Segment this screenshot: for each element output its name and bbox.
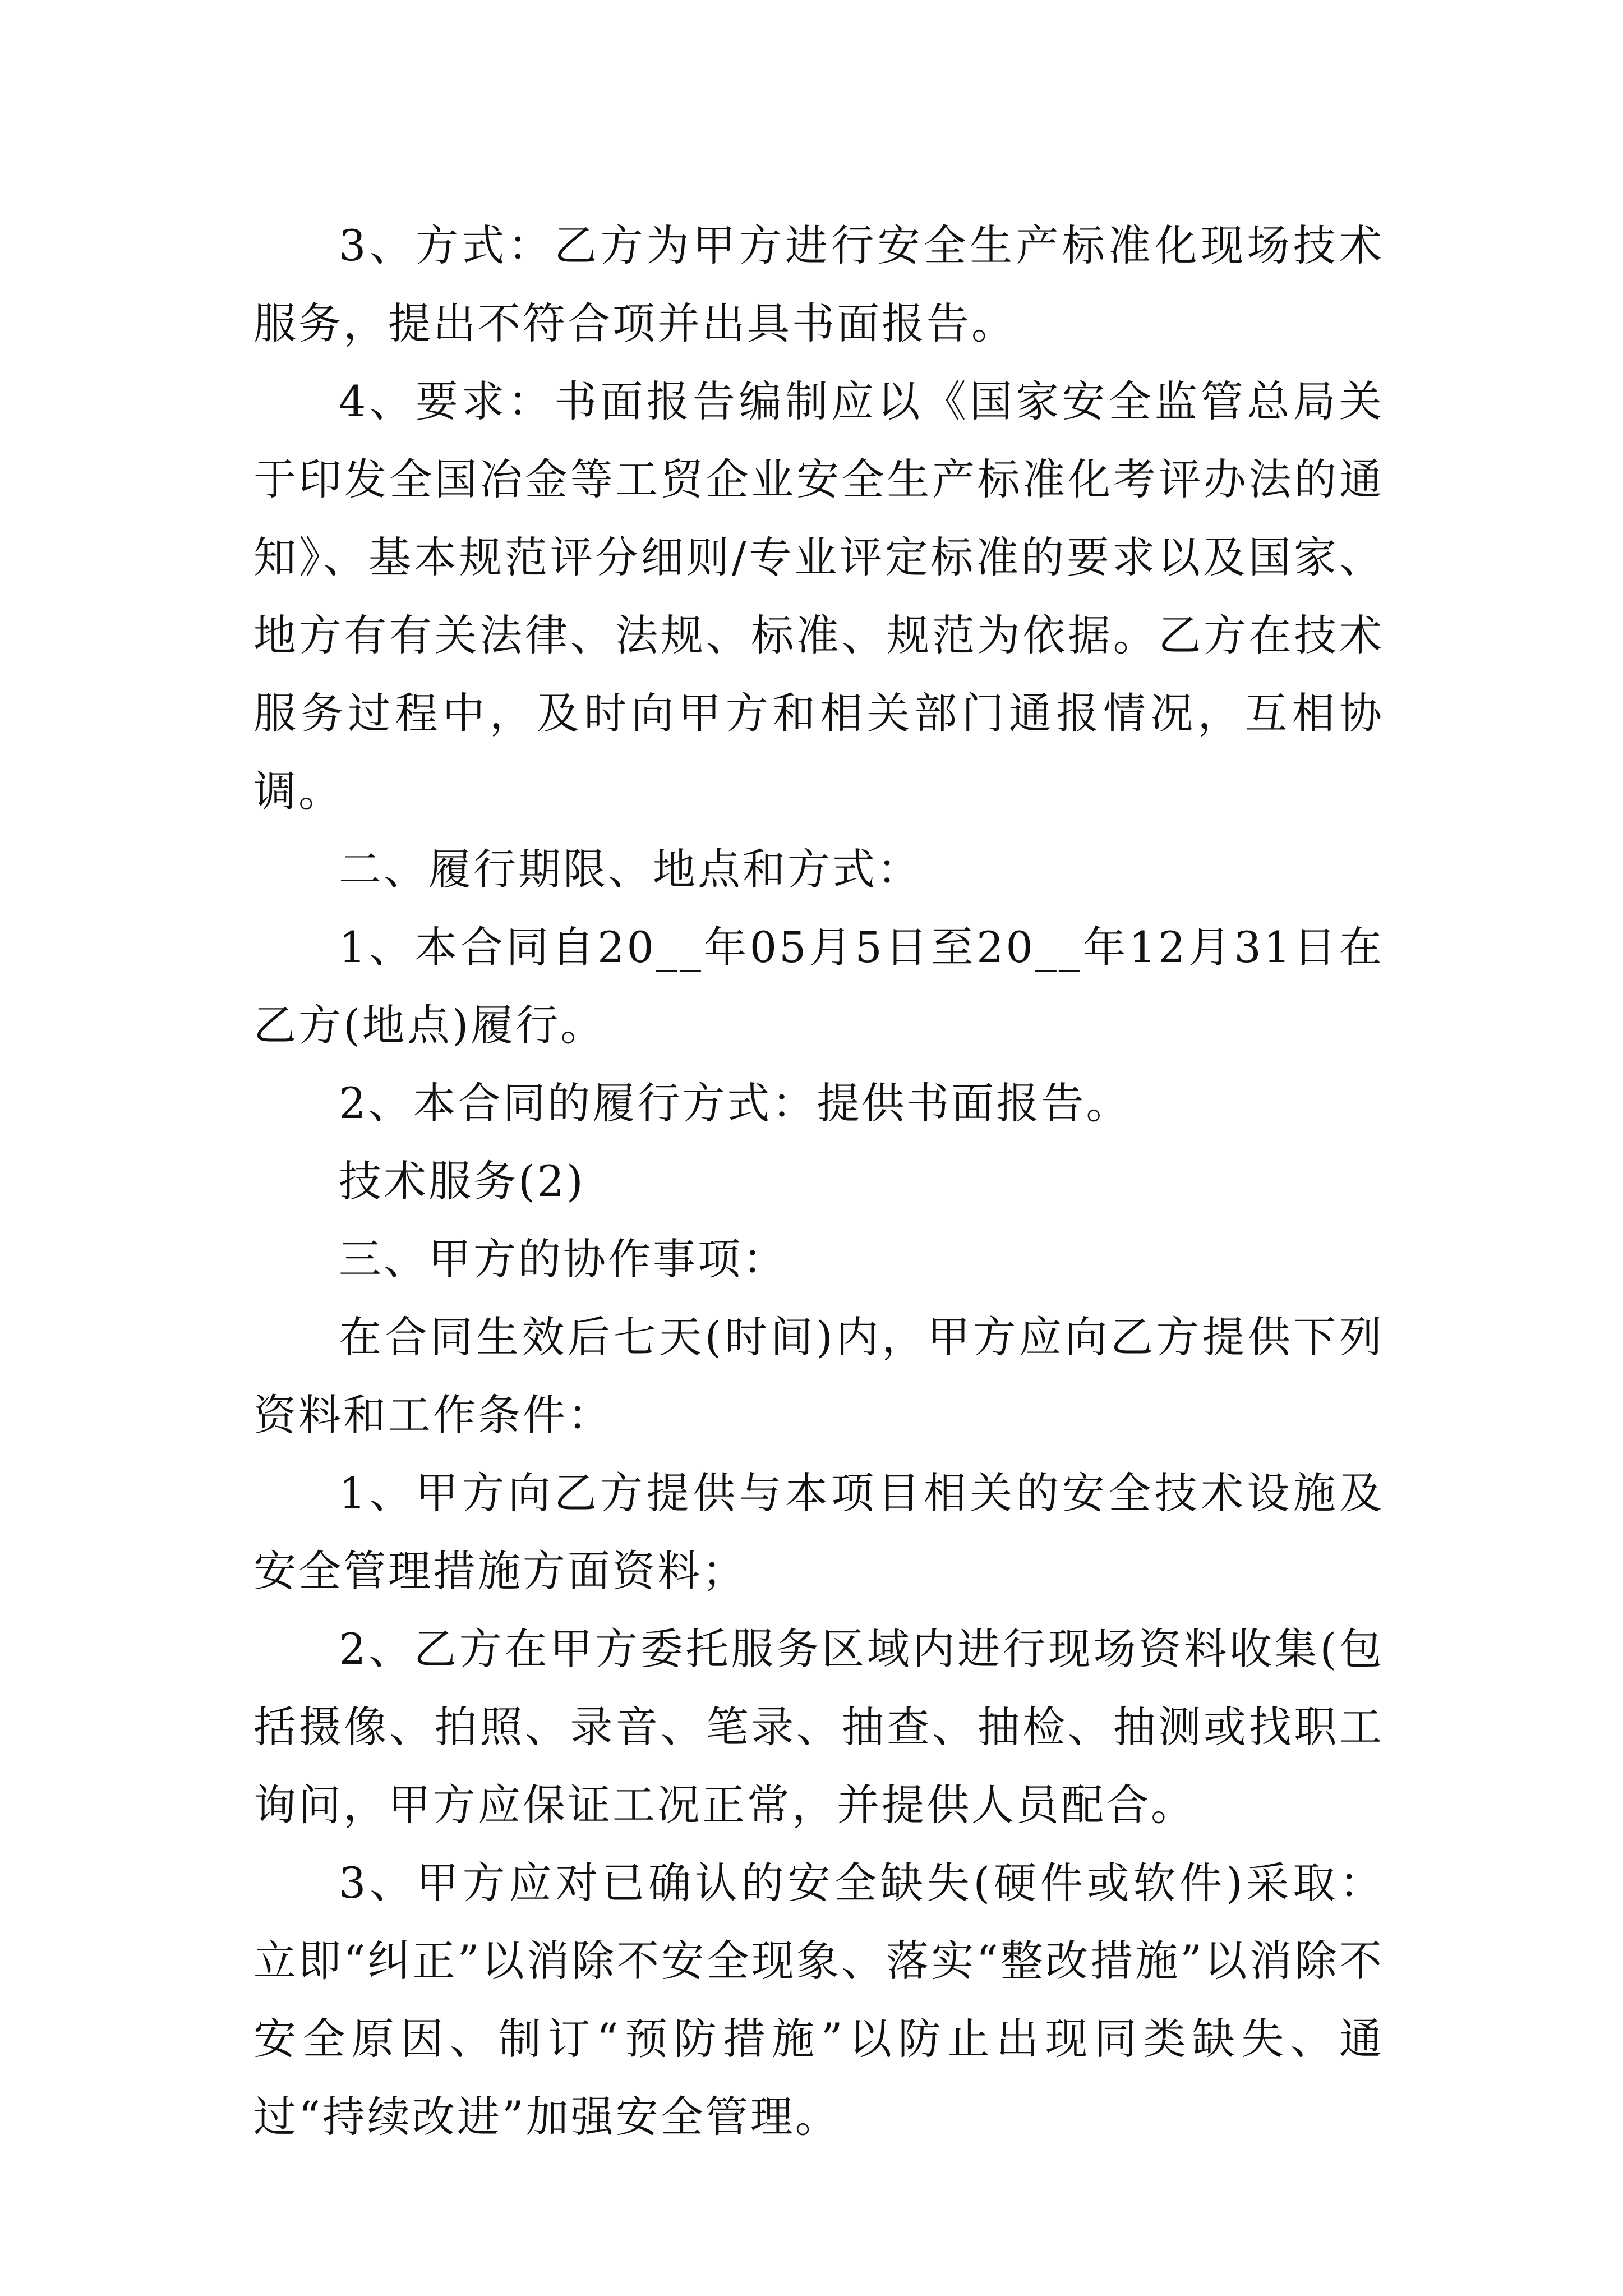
section-heading-party-a-cooperation: 三、甲方的协作事项： <box>339 1234 787 1284</box>
section-heading-performance-term: 二、履行期限、地点和方式： <box>339 844 922 894</box>
paragraph-requirements: 4、要求：书面报告编制应以《国家安全监管总局关于印发全国冶金等工贸企业安全生产标准化考评办法的通知》、基本规范评分细则/专业评定标准的要求以及国家、地方有有关法律、法规、标准、规范为依据。乙方在技术服务过程中，及时向甲方和相关部门通报情况，互相协调。 <box>253 376 1384 816</box>
paragraph-method: 3、方式：乙方为甲方进行安全生产标准化现场技术服务，提出不符合项并出具书面报告。 <box>253 220 1384 348</box>
paragraph-item-1: 1、甲方向乙方提供与本项目相关的安全技术设施及安全管理措施方面资料； <box>253 1468 1384 1596</box>
paragraph-item-2: 2、乙方在甲方委托服务区域内进行现场资料收集(包括摄像、拍照、录音、笔录、抽查、抽检、抽测或找职工询问，甲方应保证工况正常，并提供人员配合。 <box>253 1624 1384 1830</box>
paragraph-performance-method: 2、本合同的履行方式：提供书面报告。 <box>339 1078 1131 1128</box>
section-heading-technical-service: 技术服务(2) <box>339 1156 585 1206</box>
paragraph-contract-period: 1、本合同自20__年05月5日至20__年12月31日在乙方(地点)履行。 <box>253 922 1384 1050</box>
document-body <box>253 206 1384 2156</box>
paragraph-item-3: 3、甲方应对已确认的安全缺失(硬件或软件)采取：立即“纠正”以消除不安全现象、落实“整改措施”以消除不安全原因、制订“预防措施”以防止出现同类缺失、通过“持续改进”加强安全管理。 <box>253 1858 1384 2142</box>
paragraph-materials-provision: 在合同生效后七天(时间)内，甲方应向乙方提供下列资料和工作条件： <box>253 1312 1384 1440</box>
